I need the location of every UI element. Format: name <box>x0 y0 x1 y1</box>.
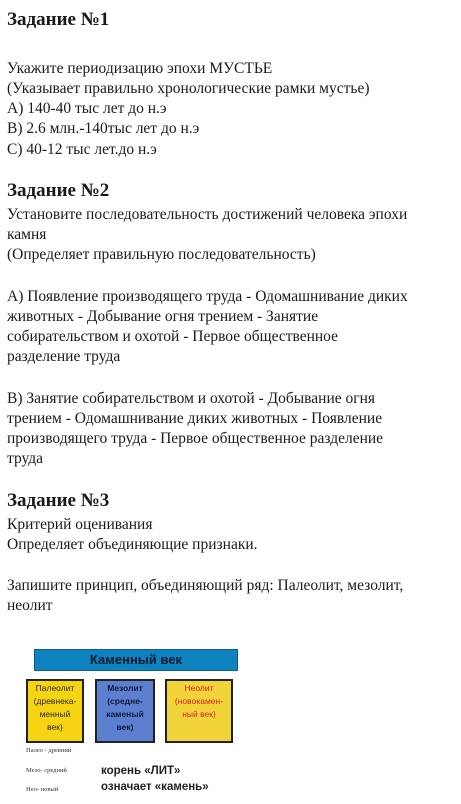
mesolith-box <box>95 679 155 743</box>
task-2-option-a-line: собирательством и охотой - Первое общественное <box>7 328 339 345</box>
task-3-question-line: неолит <box>7 597 53 614</box>
prefix-note: Нео- новый <box>26 786 59 793</box>
neolith-label: (новокамен- <box>174 696 224 706</box>
neolith-label: ный век) <box>182 709 216 719</box>
task-2-question-line: камня <box>7 226 47 243</box>
neolith-box <box>165 679 233 743</box>
task-2-criteria: (Определяет правильную последовательность) <box>7 246 316 263</box>
task-2-option-b-line: труда <box>7 450 44 467</box>
task-3-criteria: Определяет объединяющие признаки. <box>7 536 258 553</box>
paleolith-label: Палеолит <box>35 683 75 693</box>
task-3-title: Задание №3 <box>7 490 110 511</box>
task-2-option-a-line: животных - Добывание огня трением - Занятие <box>7 308 319 325</box>
paleolith-label: (древнека- <box>33 696 77 706</box>
root-note: корень «ЛИТ» <box>101 765 181 777</box>
task-1-criteria: (Указывает правильно хронологические рамки мустье) <box>7 80 370 97</box>
paleolith-label: век) <box>47 722 63 732</box>
task-2-option-b-line: трением - Одомашнивание диких животных - Появление <box>7 410 383 427</box>
task-2-title: Задание №2 <box>7 180 110 201</box>
task-3-criteria-label: Критерий оценивания <box>7 516 153 533</box>
mesolith-label: каменый <box>106 709 144 719</box>
paleolith-box <box>26 679 84 743</box>
stone-age-banner: Каменный век <box>34 649 238 671</box>
prefix-note: Палео - древний <box>26 747 72 754</box>
task-1-option-b: В) 2.6 млн.-140тыс лет до н.э <box>7 120 200 137</box>
prefix-note: Мезо- средний <box>26 767 67 774</box>
root-note: означает «камень» <box>101 781 209 793</box>
task-2-option-a-line: разделение труда <box>7 348 121 365</box>
task-2-option-b-line: производящего труда - Первое общественное разделение <box>7 430 384 447</box>
paleolith-label: менный <box>39 709 71 719</box>
task-1-question: Укажите периодизацию эпохи МУСТЬЕ <box>7 60 273 77</box>
mesolith-label: век) <box>116 722 134 732</box>
mesolith-label: (средне- <box>107 696 143 706</box>
task-2-option-b-line: В) Занятие собирательством и охотой - Добывание огня <box>7 390 376 407</box>
mesolith-label: Мезолит <box>107 683 143 693</box>
stone-age-figure <box>24 641 238 801</box>
task-1-option-a: А) 140-40 тыс лет до н.э <box>7 100 167 117</box>
neolith-label: Неолит <box>184 683 214 693</box>
task-3-question-line: Запишите принцип, объединяющий ряд: Палеолит, мезолит, <box>7 577 404 594</box>
task-1-option-c: С) 40-12 тыс лет.до н.э <box>7 141 157 158</box>
task-2-option-a-line: А) Появление производящего труда - Одомашнивание диких <box>7 288 408 305</box>
task-2-question-line: Установите последовательность достижений человека эпохи <box>7 206 408 223</box>
task-1-title: Задание №1 <box>7 9 110 30</box>
